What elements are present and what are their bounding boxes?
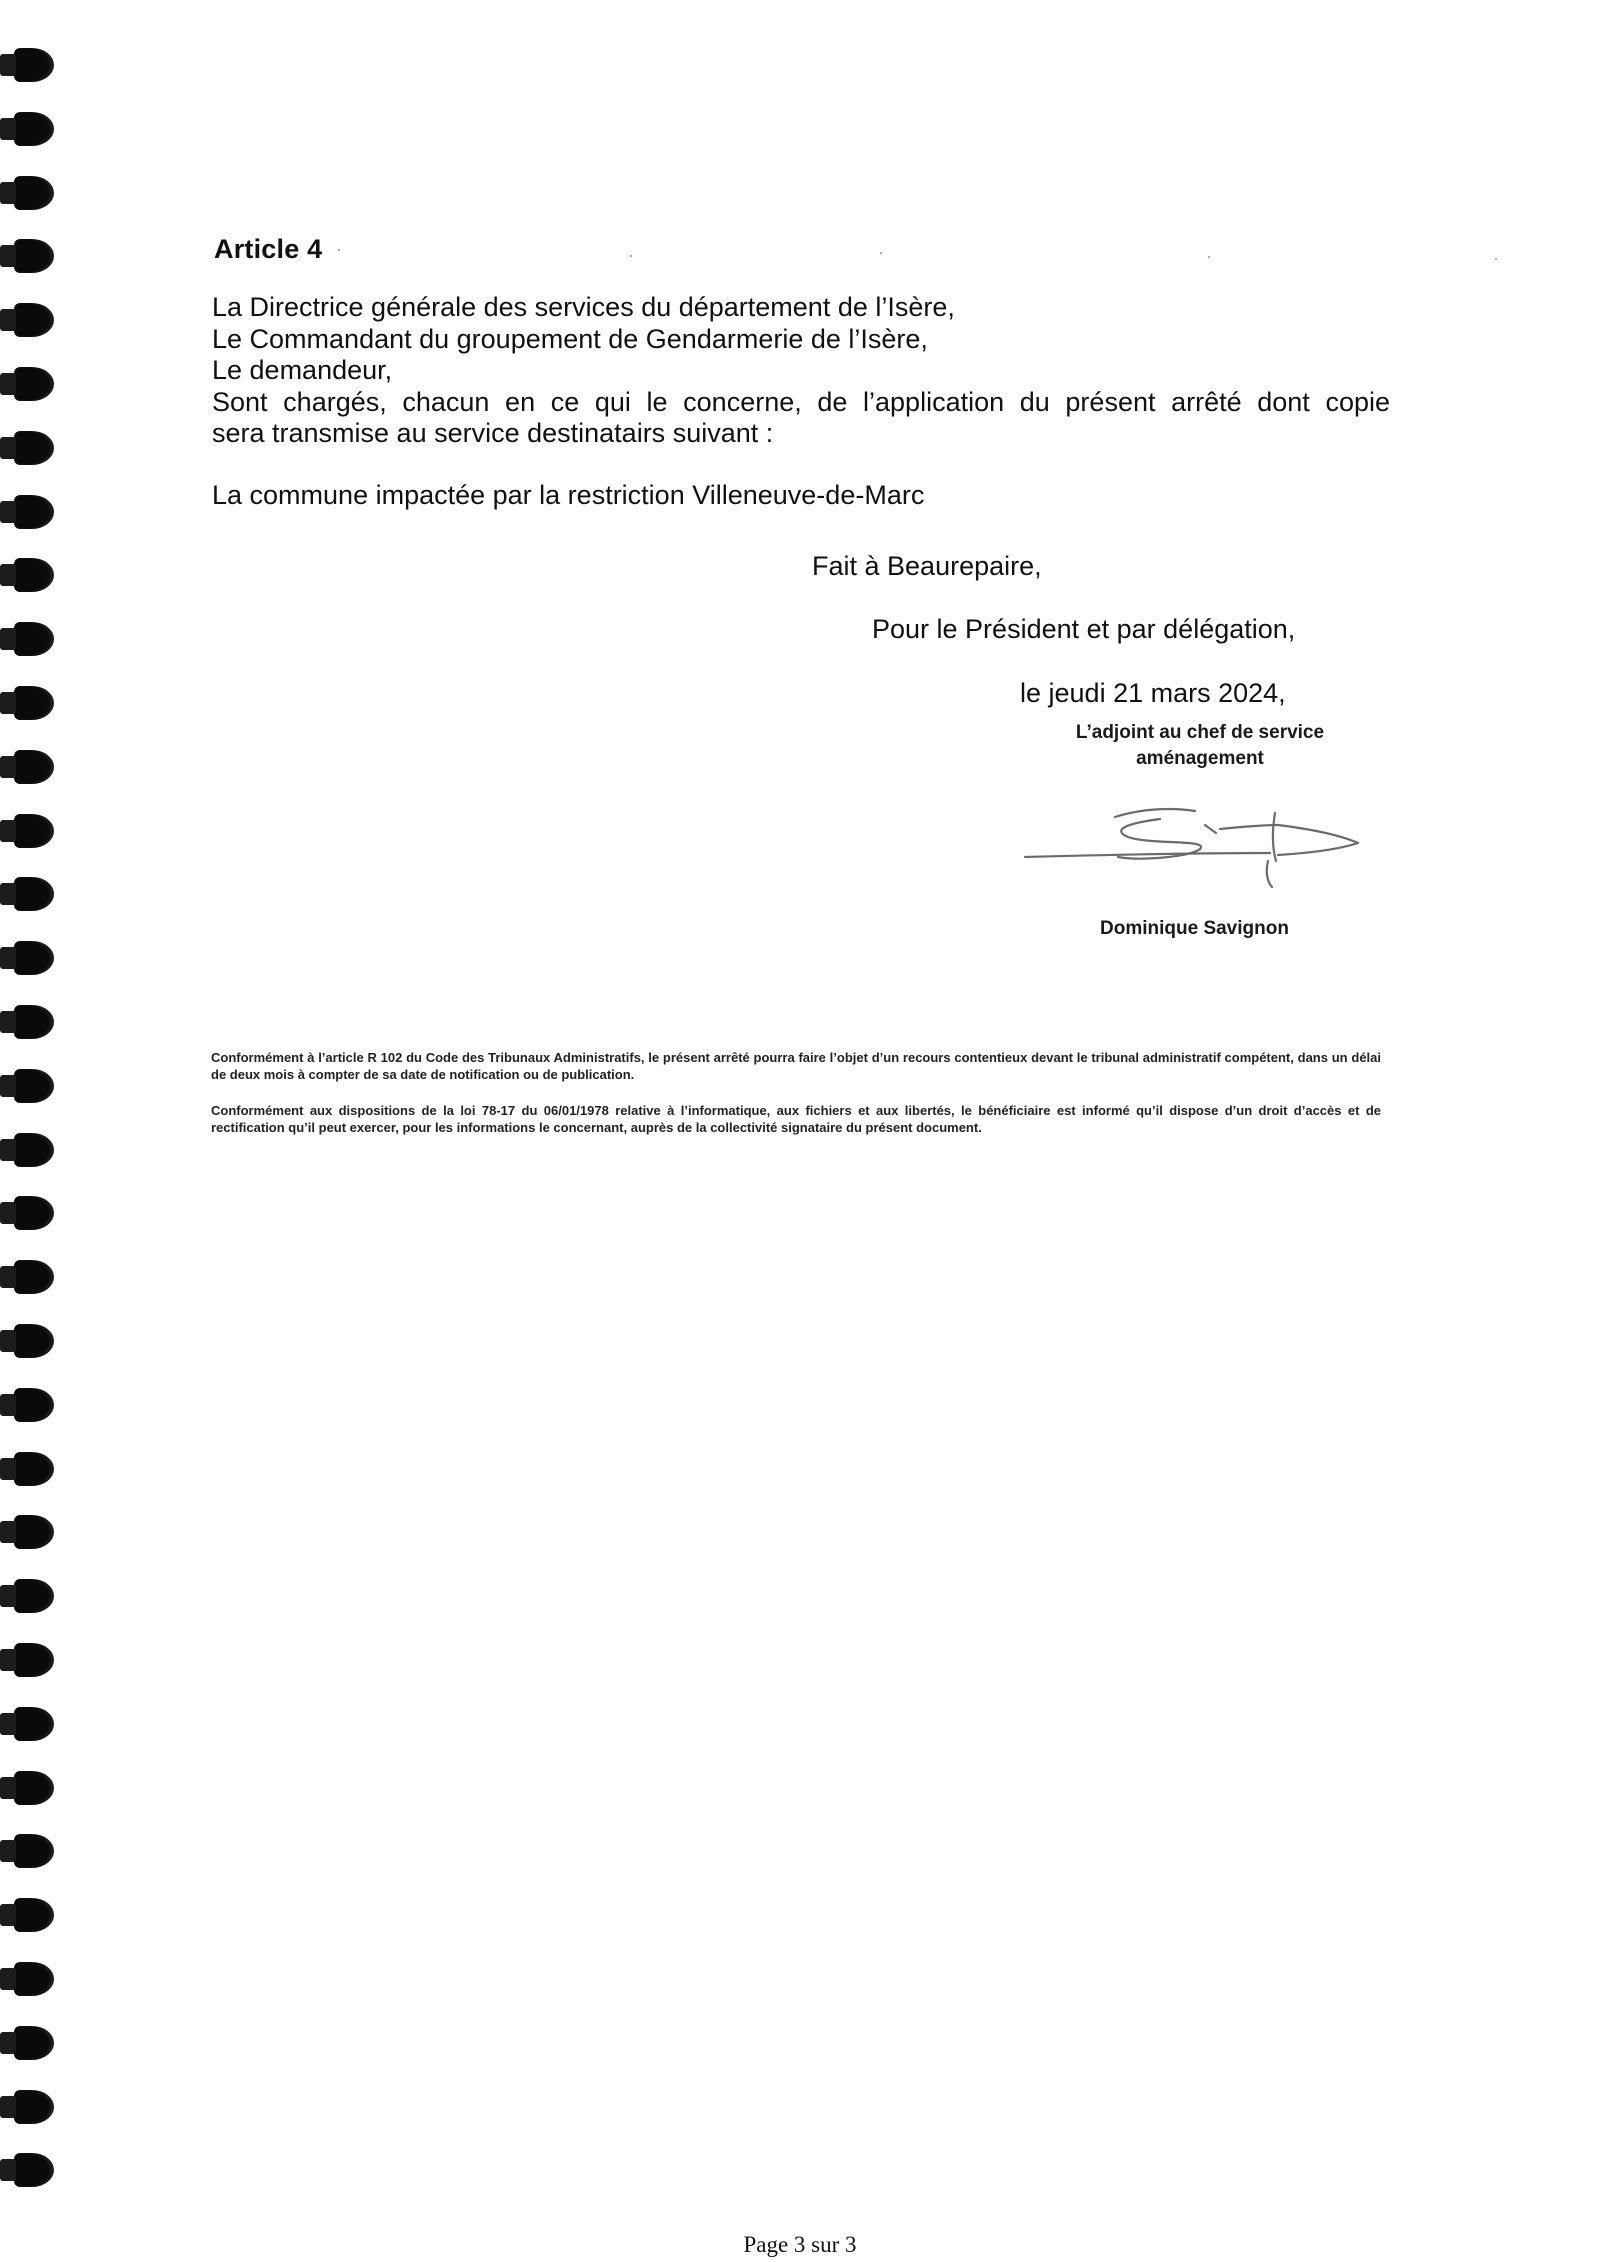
signing-date: le jeudi 21 mars 2024, [1020,678,1286,708]
spiral-binding [0,0,70,2262]
binding-hole [14,622,54,656]
binding-hole [14,1515,54,1549]
binding-hole [14,1898,54,1932]
scan-speck [630,255,632,257]
binding-hole [14,1324,54,1358]
binding-hole [14,431,54,465]
signatory-name: Dominique Savignon [1100,918,1289,939]
binding-hole [14,112,54,146]
page-number: Page 3 sur 3 [743,2232,857,2257]
binding-hole [14,2090,54,2124]
binding-hole [14,1005,54,1039]
binding-hole [14,303,54,337]
handwritten-signature [1010,795,1410,895]
binding-hole [14,1643,54,1677]
binding-hole [14,1069,54,1103]
binding-hole [14,2153,54,2187]
body-line: Le Commandant du groupement de Gendarmerie de l’Isère, [212,323,928,354]
body-line: La Directrice générale des services du département de l’Isère, [212,292,955,322]
binding-hole [14,239,54,273]
binding-hole [14,48,54,82]
binding-hole [14,1196,54,1230]
binding-hole [14,1388,54,1422]
scan-speck [338,249,340,251]
binding-hole [14,1962,54,1996]
binding-hole [14,1133,54,1167]
signatory-role [1040,720,1360,772]
recipient-commune: La commune impactée par la restriction Villeneuve-de-Marc [212,480,925,510]
delegation-line: Pour le Président et par délégation, [872,614,1296,644]
scan-speck [1495,258,1497,260]
binding-hole [14,877,54,911]
role-line: L’adjoint au chef de service [1075,722,1325,743]
body-line: Sont chargés, chacun en ce qui le concerne, de l’application du présent arrêté dont copie [212,386,1390,417]
binding-hole [14,1260,54,1294]
binding-hole [14,1452,54,1486]
binding-hole [14,814,54,848]
binding-hole [14,558,54,592]
binding-hole [14,367,54,401]
binding-hole [14,750,54,784]
binding-hole [14,495,54,529]
scan-speck [880,252,882,254]
binding-hole [14,176,54,210]
article-heading: Article 4 [214,234,323,264]
binding-hole [14,1579,54,1613]
binding-hole [14,1707,54,1741]
body-line: sera transmise au service destinatairs suivant : [212,418,774,448]
binding-hole [14,1834,54,1868]
binding-hole [14,2026,54,2060]
binding-hole [14,941,54,975]
place-of-signing: Fait à Beaurepaire, [812,551,1042,581]
legal-notice-informatique: Conformément aux dispositions de la loi 78-17 du 06/01/1978 relative à l’informatique, aux fichiers et aux libertés, le bénéficiaire est informé qu’il dispose d’un droit d’accès et de rectification qu’il peut exercer, pour les informations le concernant, auprès de la collectivité signataire du présent document. [211,1103,1381,1135]
legal-notice-recours: Conformément à l’article R 102 du Code des Tribunaux Administratifs, le présent arrêté pourra faire l’objet d’un recours contentieux devant le tribunal administratif compétent, dans un délai de deux mois à compter de sa date de notification ou de publication. [211,1050,1381,1082]
scan-speck [1208,256,1210,258]
body-line: Le demandeur, [212,355,393,385]
binding-hole [14,686,54,720]
binding-hole [14,1771,54,1805]
role-line: aménagement [1136,748,1264,769]
responsibility-paragraph [212,292,1390,450]
